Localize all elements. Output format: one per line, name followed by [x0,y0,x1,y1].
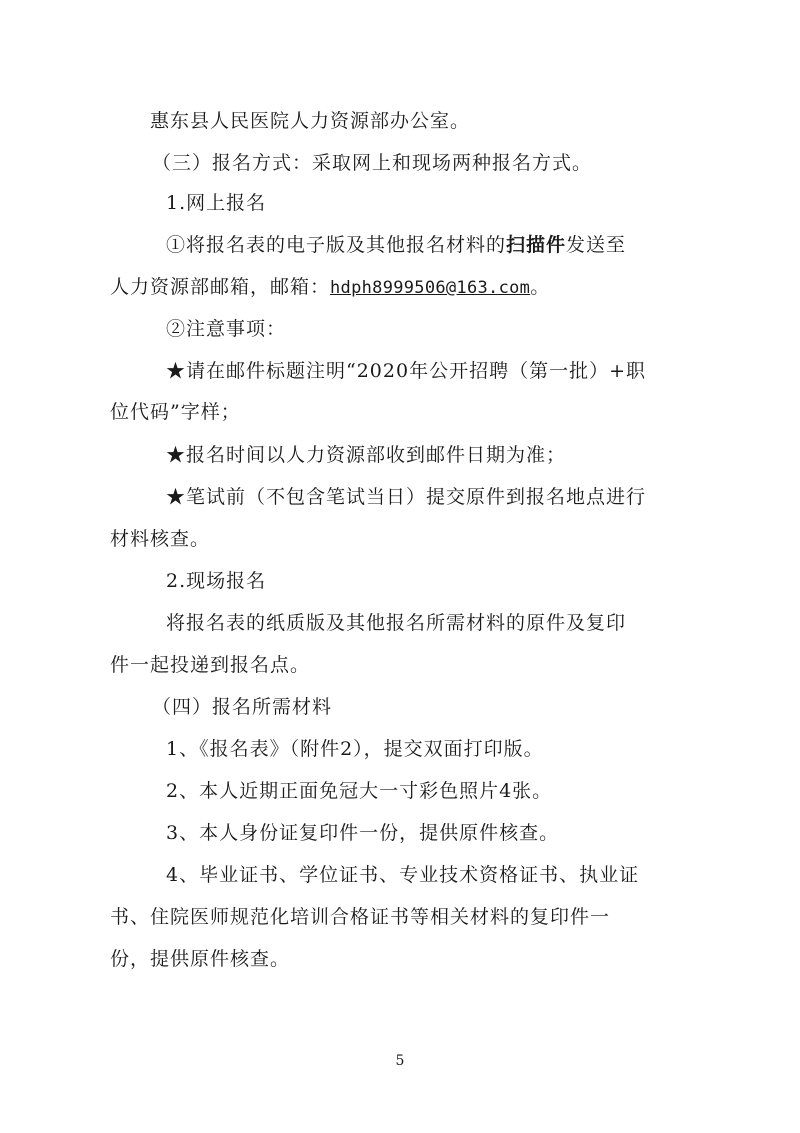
material-4-line1: 4、毕业证书、学位证书、专业技术资格证书、执业证 [166,864,640,886]
online-item1-line1 [166,232,626,258]
email-link[interactable]: hdph8999506@163.com [330,278,531,298]
intro-line: 惠东县人民医院人力资源部办公室。 [150,110,471,132]
online-item1-bold: 扫描件 [506,234,567,256]
note3-line2: 材料核查。 [110,528,211,550]
online-item1-part2: 发送至 [566,234,627,256]
onsite-text-line2: 件一起投递到报名点。 [110,654,311,676]
online-heading: 1.网上报名 [166,192,267,214]
email-suffix: 。 [530,276,551,298]
onsite-heading: 2.现场报名 [166,570,267,592]
note1-line1: ★请在邮件标题注明“2020年公开招聘（第一批）+职 [166,360,646,382]
page-number: 5 [395,1053,405,1069]
note3-line1: ★笔试前（不包含笔试当日）提交原件到报名地点进行 [166,486,647,508]
online-item1-part1: ①将报名表的电子版及其他报名材料的 [166,234,507,256]
note2: ★报名时间以人力资源部收到邮件日期为准； [166,444,567,466]
material-3: 3、本人身份证复印件一份，提供原件核查。 [166,822,560,844]
material-4-line2: 书、住院医师规范化培训合格证书等相关材料的复印件一 [110,906,611,928]
material-4-line3: 份，提供原件核查。 [110,948,291,970]
section4-heading: （四）报名所需材料 [152,696,333,718]
online-item1-line2 [110,274,550,301]
material-2: 2、本人近期正面免冠大一寸彩色照片4张。 [166,780,553,802]
material-1: 1、《报名表》（附件2），提交双面打印版。 [166,738,544,760]
email-prefix: 人力资源部邮箱，邮箱： [110,276,331,298]
section3-heading: （三）报名方式：采取网上和现场两种报名方式。 [152,152,593,174]
notes-heading: ②注意事项： [166,318,287,340]
onsite-text-line1: 将报名表的纸质版及其他报名所需材料的原件及复印 [166,612,627,634]
note1-line2: 位代码”字样； [110,401,241,423]
